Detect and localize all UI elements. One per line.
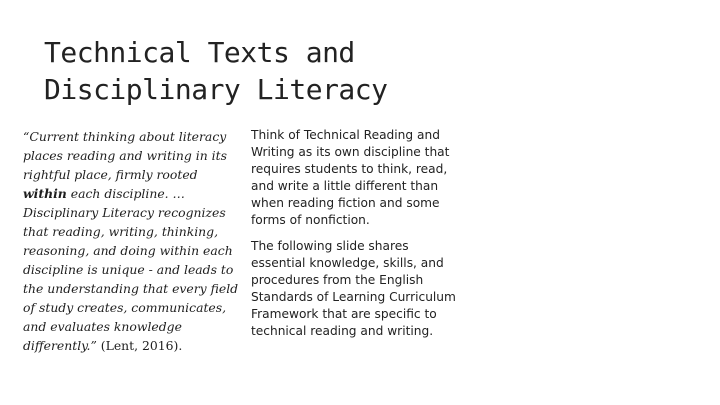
title-line-1: Technical Texts and [44, 36, 355, 69]
quote-emphasis: within [23, 186, 67, 201]
quote-text-part-1: “Current thinking about literacy places reading and writing in its rightful place, firmly rooted [23, 129, 227, 182]
title-line-2: Disciplinary Literacy [44, 73, 388, 106]
quote-text-part-2: each discipline. … Disciplinary Literacy recognizes that reading, writing, thinking, reasoning, and doing within each discipline is unique - and leads to the understanding that every field of study creates, communicates, and evaluates knowledge differently.” [23, 186, 239, 353]
paragraph-following-slide: The following slide shares essential knowledge, skills, and procedures from the English Standards of Learning Curriculum Framework that are specific to technical reading and writing. [251, 239, 456, 338]
slide-title [44, 34, 604, 108]
body-text [251, 127, 461, 340]
quote-citation: (Lent, 2016). [96, 338, 183, 353]
quote-block [23, 127, 239, 355]
paragraph-technical-reading: Think of Technical Reading and Writing as its own discipline that requires students to think, read, and write a little different than when reading fiction and some forms of nonfiction. [251, 128, 450, 227]
